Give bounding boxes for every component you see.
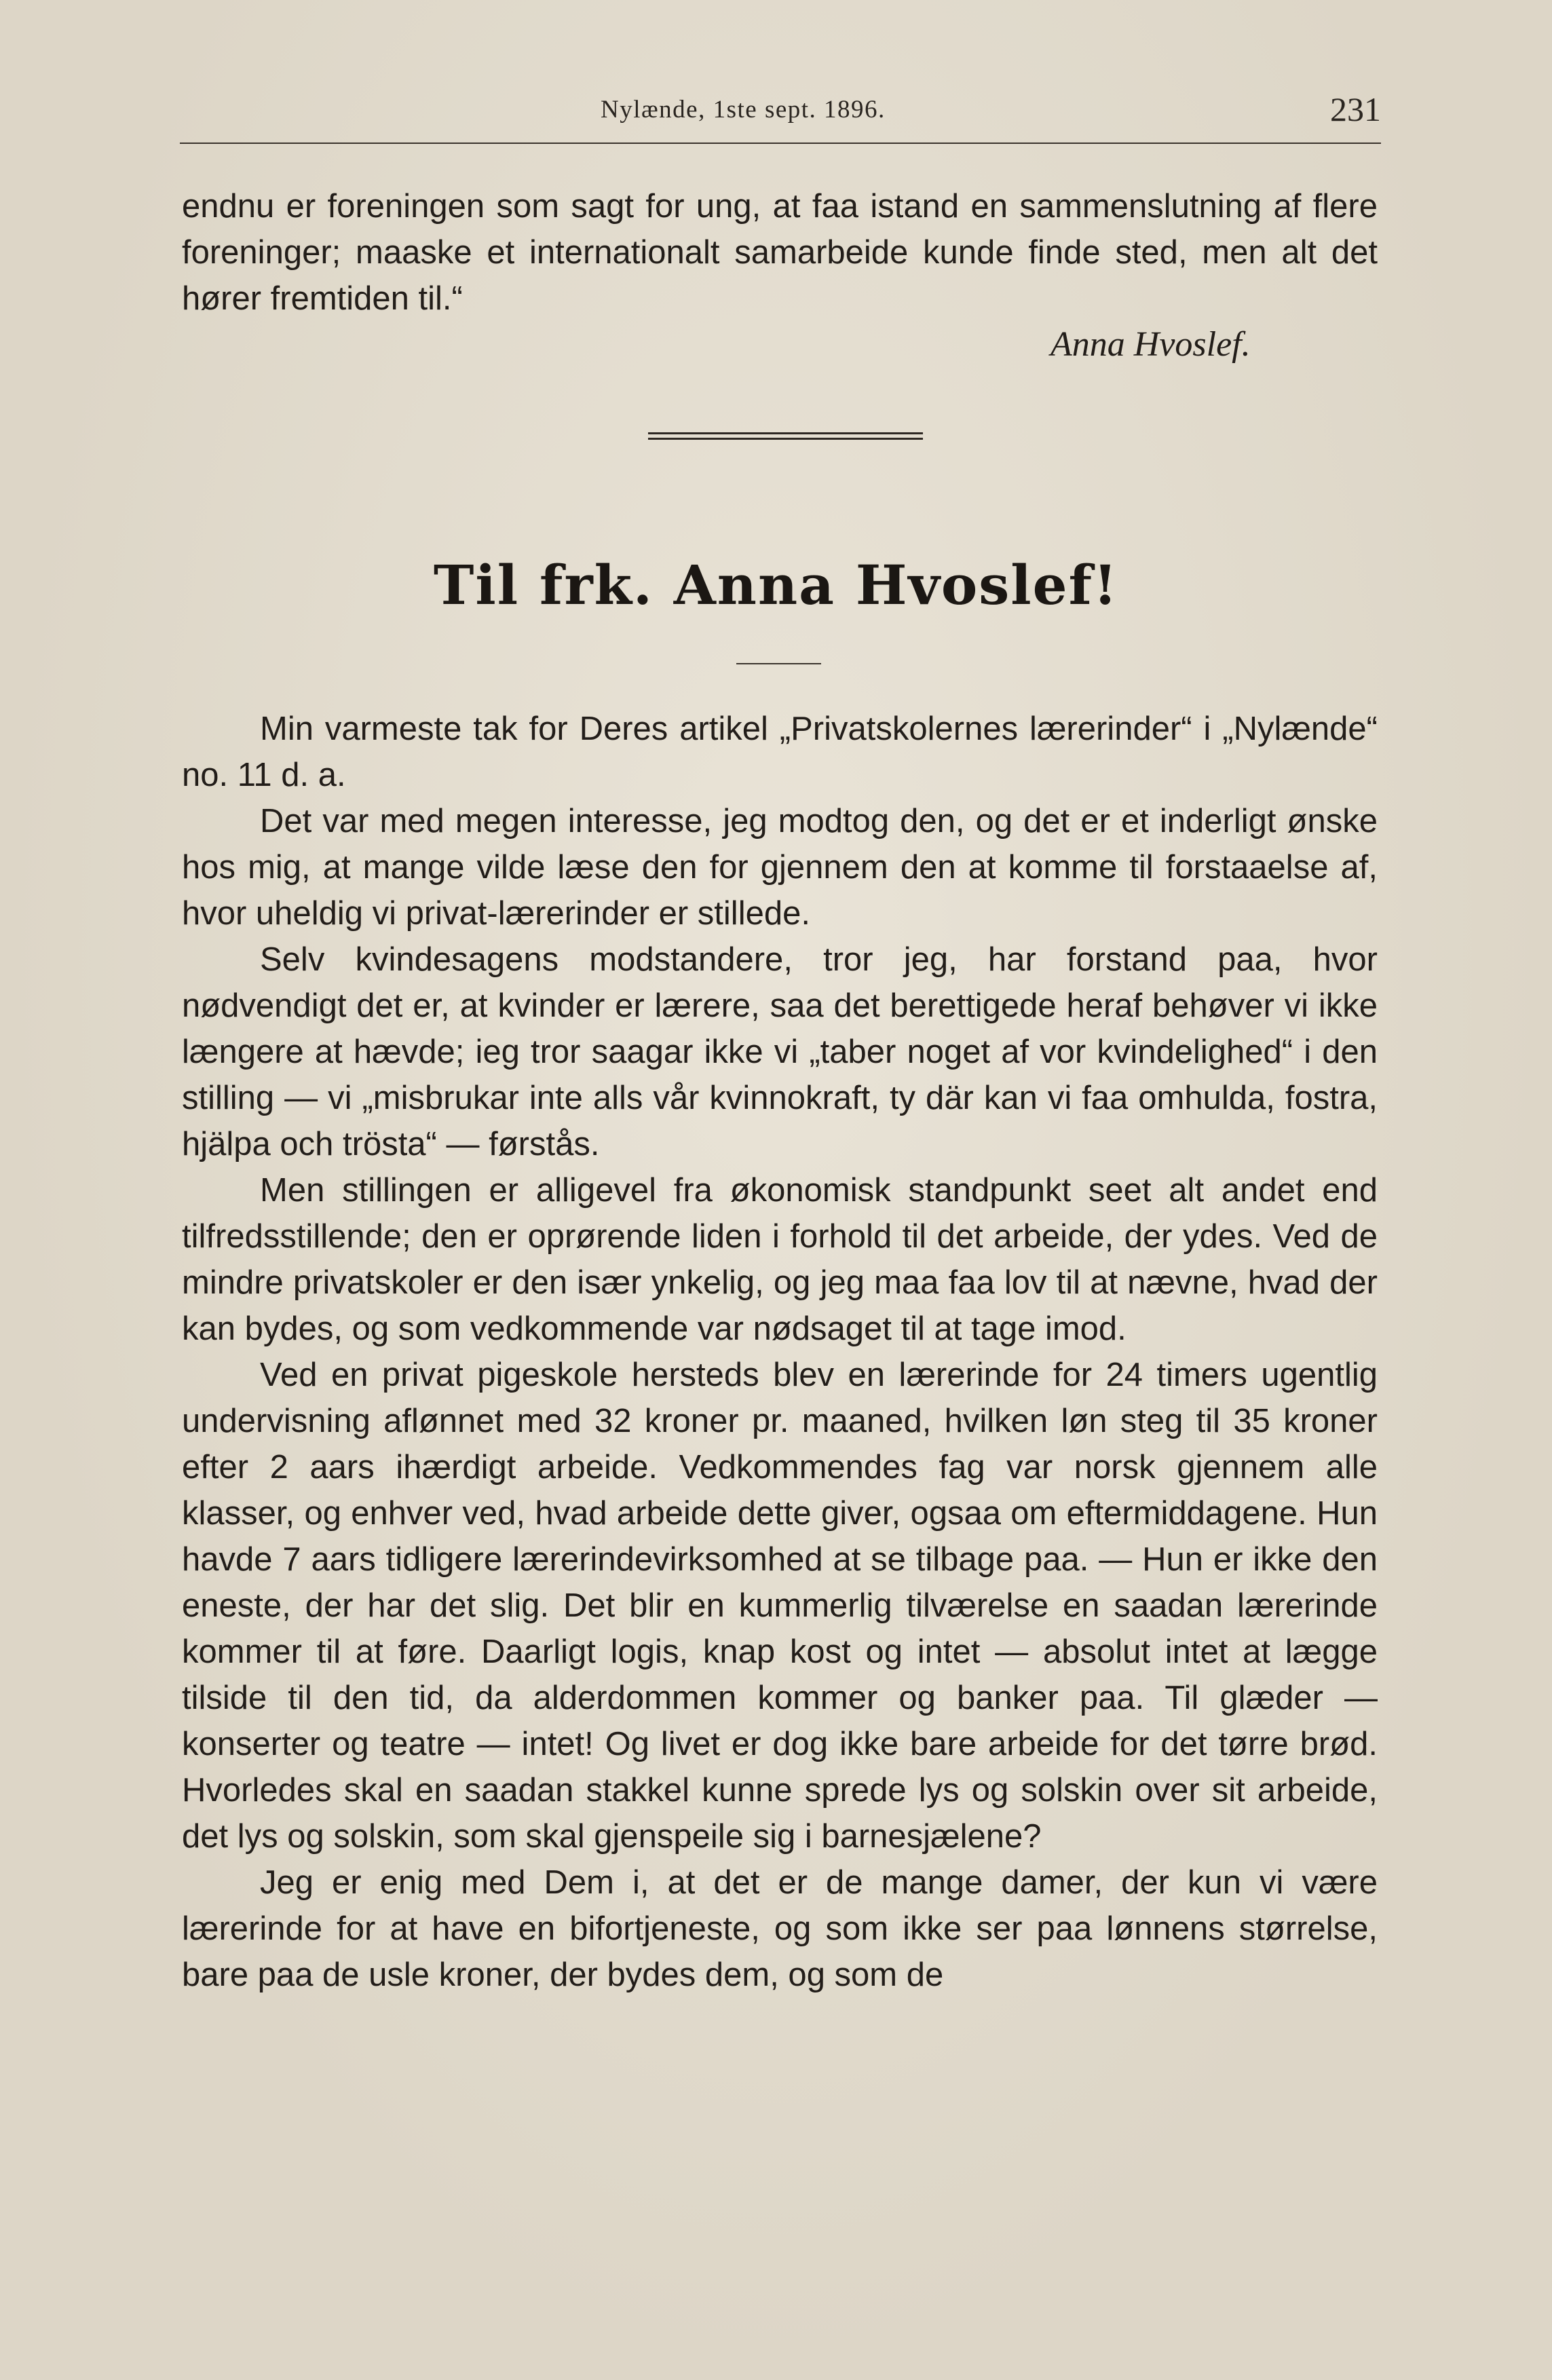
page-header: [180, 90, 1381, 144]
article-paragraph: Det var med megen interesse, jeg modtog den, og det er et inderligt ønske hos mig, at mange vilde læse den for gjennem den at komme til forstaaelse af, hvor uheldig vi privat-lærerinder er stillede.: [182, 803, 1378, 932]
page-number: 231: [1330, 90, 1381, 128]
article-paragraph: Min varmeste tak for Deres artikel „Privatskolernes lærerinder“ i „Nylænde“ no. 11 d. a.: [182, 711, 1378, 793]
intro-paragraph: endnu er foreningen som sagt for ung, at faa istand en sammenslutning af flere foreninger; maaske et internationalt samarbeide kunde finde sted, men alt det hører fremtiden til.“: [182, 188, 1378, 317]
article-paragraph: Men stillingen er alligevel fra økonomisk standpunkt seet alt andet end tilfredsstillende; den er oprørende liden i forhold til det arbeide, der ydes. Ved de mindre privatskoler er den især ynkelig, og jeg maa faa lov til at nævne, hvad der kan bydes, og som vedkommende var nødsaget til at tage imod.: [182, 1172, 1378, 1347]
article-body: [182, 706, 1378, 1998]
section-divider: [648, 432, 923, 440]
article-paragraph: Jeg er enig med Dem i, at det er de mange damer, der kun vi være lærerinde for at have en bifortjeneste, og som ikke ser paa lønnens størrelse, bare paa de usle kroner, der bydes dem, og som de: [182, 1864, 1378, 1993]
article-title: Til frk. Anna Hvoslef!: [433, 553, 1119, 617]
article-paragraph: Selv kvindesagens modstandere, tror jeg, har forstand paa, hvor nødvendigt det er, at kvinder er lærere, saa det berettigede heraf behøver vi ikke længere at hævde; ieg tror saagar ikke vi „taber noget af vor kvindelighed“ i den stilling — vi „misbrukar inte alls vår kvinnokraft, ty där kan vi faa omhulda, fostra, hjälpa och trösta“ — førstås.: [182, 941, 1378, 1163]
header-rule: [180, 143, 1381, 144]
signature: Anna Hvoslef.: [1051, 325, 1251, 364]
article-paragraph: Ved en privat pigeskole hersteds blev en lærerinde for 24 timers ugentlig undervisning aflønnet med 32 kroner pr. maaned, hvilken løn steg til 35 kroner efter 2 aars ihærdigt arbeide. Vedkommendes fag var norsk gjennem alle klasser, og enhver ved, hvad arbeide dette giver, ogsaa om eftermiddagene. Hun havde 7 aars tidligere lærerindevirksomhed at se tilbage paa. — Hun er ikke den eneste, der har det slig. Det blir en kummerlig tilværelse en saadan lærerinde kommer til at føre. Daarligt logis, knap kost og intet — absolut intet at lægge tilside til den tid, da alderdommen kommer og banker paa. Til glæder — konserter og teatre — intet! Og livet er dog ikke bare arbeide for det tørre brød. Hvorledes skal en saadan stakkel kunne sprede lys og solskin over sit arbeide, det lys og solskin, som skal gjenspeile sig i barnesjælene?: [182, 1357, 1378, 1855]
title-rule: [736, 663, 821, 664]
running-head: Nylænde, 1ste sept. 1896.: [601, 96, 886, 124]
